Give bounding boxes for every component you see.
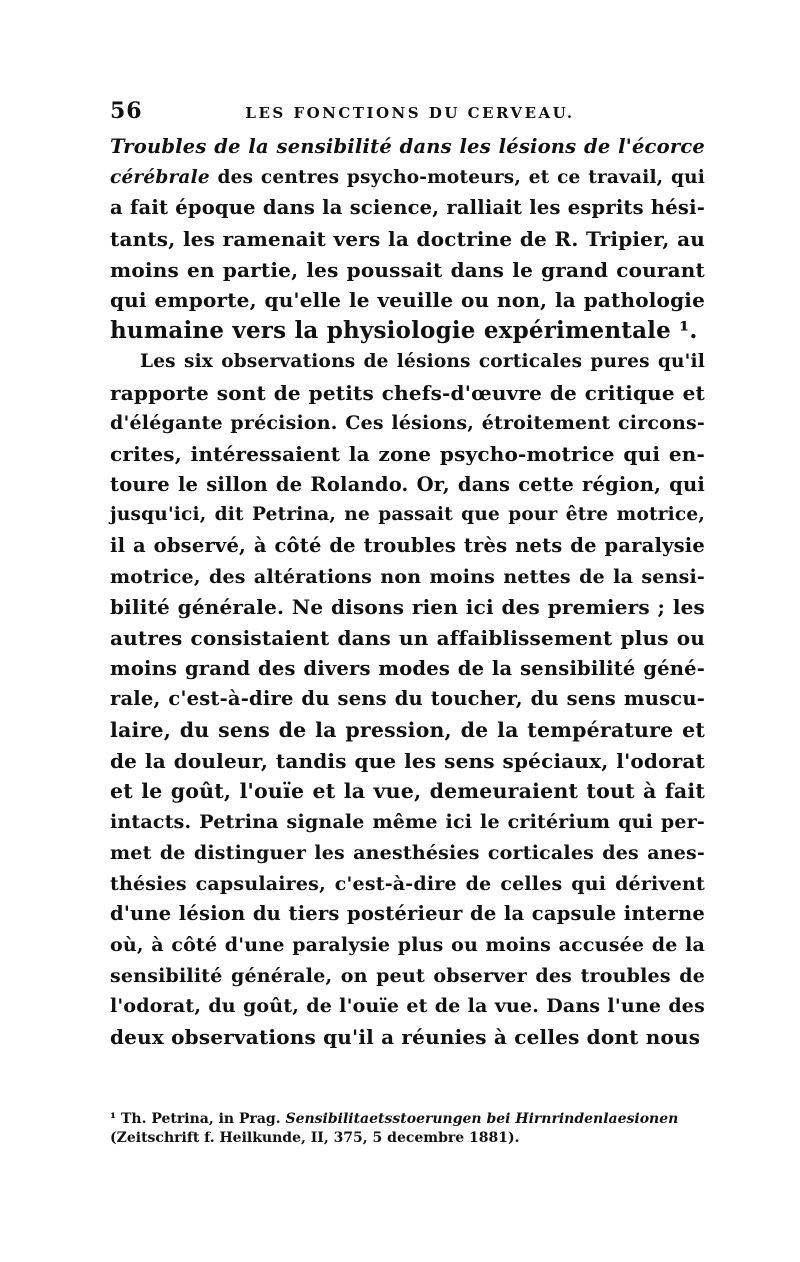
text-segment: met de distinguer les anesthésies corticales des anes- [110, 841, 705, 864]
text-line [110, 255, 705, 286]
text-segment: moins grand des divers modes de la sensibilité géné- [110, 656, 705, 680]
text-line [110, 592, 705, 623]
text-line [110, 684, 705, 715]
text-segment: l'odorat, du goût, de l'ouïe et de la vue. Dans l'une des [110, 995, 705, 1018]
text-segment: humaine vers la physiologie expérimentale ¹. [110, 317, 698, 345]
text-line [110, 746, 705, 777]
text-segment: il a observé, à côté de troubles très nets de paralysie [110, 533, 705, 557]
text-segment: rale, c'est-à-dire du sens du toucher, du sens muscu- [110, 687, 705, 711]
text-segment: deux observations qu'il a réunies à celles dont nous [110, 1024, 701, 1049]
footnote-citation: ¹ Th. Petrina, in Prag. [110, 1111, 286, 1127]
text-line [110, 961, 705, 992]
text-segment: tants, les ramenait vers la doctrine de R. Tripier, au [110, 227, 705, 252]
text-line [110, 439, 705, 470]
text-line [110, 193, 705, 224]
text-segment: jusqu'ici, dit Petrina, ne passait que pour être motrice, [110, 504, 705, 526]
running-title: LES FONCTIONS DU CERVEAU. [245, 104, 575, 122]
italic-title-segment: cérébrale [110, 166, 210, 188]
body-text [110, 132, 705, 1053]
text-line [110, 347, 705, 378]
page-number: 56 [110, 98, 143, 124]
text-line [110, 224, 705, 255]
text-segment: moins en partie, les poussait dans le grand courant [110, 257, 705, 282]
text-segment: sensibilité générale, on peut observer des troubles de [110, 964, 705, 987]
text-line [110, 500, 705, 531]
text-segment: intacts. Petrina signale même ici le critérium qui per- [110, 811, 705, 834]
text-segment: Les six observations de lésions corticales pures qu'il [140, 350, 705, 372]
text-line [110, 132, 705, 163]
footnote [110, 1110, 705, 1148]
text-segment: où, à côté d'une paralysie plus ou moins accusée de la [110, 933, 705, 956]
text-segment: motrice, des altérations non moins nettes de la sensi- [110, 565, 705, 588]
text-line [110, 991, 705, 1022]
text-line [110, 163, 705, 194]
text-segment: bilité générale. Ne disons rien ici des premiers ; les [110, 595, 705, 620]
text-segment: d'élégante précision. Ces lésions, étroitement circons- [110, 412, 705, 435]
text-line [110, 316, 705, 347]
text-line [110, 654, 705, 685]
text-line [110, 470, 705, 501]
text-segment: et le goût, l'ouïe et la vue, demeuraient tout à fait [110, 779, 705, 804]
text-line [110, 285, 705, 316]
text-segment: toure le sillon de Rolando. Or, dans cette région, qui [110, 472, 705, 496]
text-segment: autres consistaient dans un affaiblissement plus ou [110, 626, 705, 650]
footnote-title: Sensibilitaetsstoerungen bei Hirnrindenlaesionen [285, 1111, 679, 1127]
text-line [110, 378, 705, 409]
text-line [110, 930, 705, 961]
text-segment: crites, intéressaient la zone psycho-motrice qui en- [110, 441, 705, 466]
text-segment: de la douleur, tandis que les sens spéciaux, l'odorat [110, 748, 705, 773]
text-line [110, 807, 705, 838]
text-line [110, 623, 705, 654]
text-segment: des centres psycho-moteurs, et ce travail, qui [209, 166, 705, 188]
italic-title-segment: Troubles de la sensibilité dans les lésions de l'écorce [110, 135, 705, 158]
text-segment: laire, du sens de la pression, de la température et [110, 718, 705, 743]
text-line [110, 899, 705, 930]
text-line [110, 869, 705, 900]
text-segment: a fait époque dans la science, ralliait les esprits hési- [110, 196, 705, 220]
text-segment: d'une lésion du tiers postérieur de la capsule interne [110, 902, 705, 926]
page-header [110, 98, 710, 128]
text-segment: thésies capsulaires, c'est-à-dire de celles qui dérivent [110, 872, 705, 895]
footnote-line [110, 1110, 705, 1129]
text-line [110, 715, 705, 746]
text-line [110, 838, 705, 869]
text-segment: qui emporte, qu'elle le veuille ou non, la pathologie [110, 288, 705, 313]
footnote-line: (Zeitschrift f. Heilkunde, II, 375, 5 decembre 1881). [110, 1130, 520, 1146]
text-line [110, 776, 705, 807]
text-line [110, 408, 705, 439]
text-line [110, 562, 705, 593]
text-line [110, 1022, 705, 1053]
text-segment: rapporte sont de petits chefs-d'œuvre de critique et [110, 380, 705, 405]
text-line [110, 531, 705, 562]
